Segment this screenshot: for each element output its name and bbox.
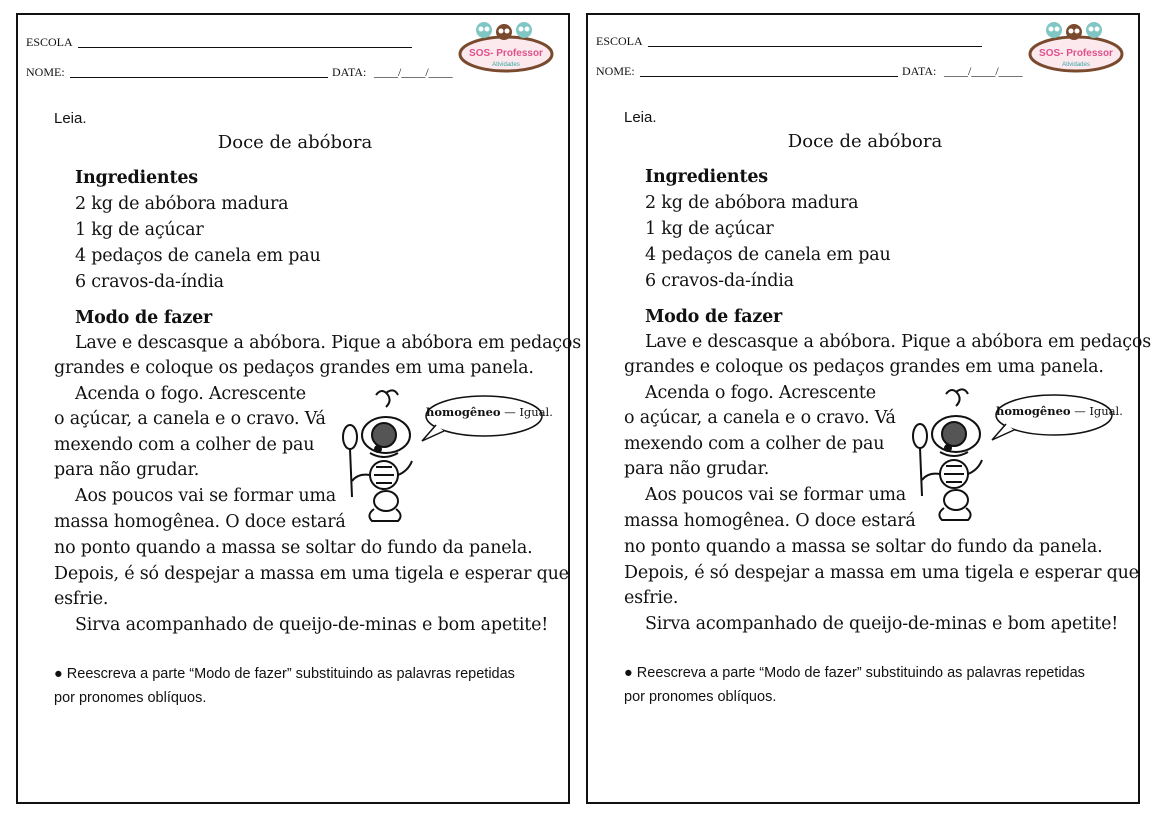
bullet-icon: ● [624, 665, 633, 681]
method-line: esfrie. [624, 588, 679, 608]
method-line: Sirva acompanhado de queijo-de-minas e bom apetite! [75, 615, 549, 635]
method-line: grandes e coloque os pedaços grandes em uma panela. [54, 358, 534, 378]
bubble-definition [996, 404, 1123, 418]
method-heading: Modo de fazer [645, 307, 783, 327]
method-line: Aos poucos vai se formar uma [645, 485, 907, 505]
ingredients-heading: Ingredientes [645, 167, 768, 187]
exercise-instruction-line2: por pronomes oblíquos. [54, 690, 207, 706]
date-label: DATA: [332, 65, 367, 79]
school-line [648, 46, 982, 47]
method-line: Aos poucos vai se formar uma [75, 486, 337, 506]
ingredient-item: 4 pedaços de canela em pau [645, 245, 891, 265]
sos-professor-logo [1026, 18, 1126, 78]
method-line: para não grudar. [54, 460, 200, 480]
method-line: o açúcar, a canela e o cravo. Vá [624, 408, 896, 428]
school-label: ESCOLA [596, 34, 643, 48]
intro-instruction: Leia. [54, 110, 87, 127]
svg-text:SOS- Professor: SOS- Professor [469, 48, 543, 59]
date-label: DATA: [902, 64, 937, 78]
method-line: para não grudar. [624, 459, 770, 479]
name-line [70, 77, 328, 78]
svg-text:SOS- Professor: SOS- Professor [1039, 48, 1113, 59]
recipe-title: Doce de abóbora [787, 131, 943, 152]
ingredient-item: 4 pedaços de canela em pau [75, 246, 321, 266]
sos-professor-logo [456, 18, 556, 78]
bubble-meaning: — Igual. [1074, 404, 1123, 418]
method-line: Lave e descasque a abóbora. Pique a abóbora em pedaços [75, 333, 582, 353]
worksheet-right [586, 13, 1152, 804]
school-label: ESCOLA [26, 35, 73, 49]
exercise-instruction-line1: ● Reescreva a parte “Modo de fazer” substituindo as palavras repetidas [54, 666, 515, 682]
method-line: no ponto quando a massa se soltar do fundo da panela. [624, 537, 1103, 557]
method-line: Acenda o fogo. Acrescente [75, 384, 306, 404]
svg-text:Atividades: Atividades [1062, 62, 1090, 68]
bubble-term: homogêneo [426, 405, 501, 419]
svg-text:Atividades: Atividades [492, 62, 520, 68]
method-line: Lave e descasque a abóbora. Pique a abóbora em pedaços [645, 332, 1152, 352]
method-line: massa homogênea. O doce estará [624, 511, 916, 531]
ingredient-item: 6 cravos-da-índia [75, 272, 224, 292]
method-line: massa homogênea. O doce estará [54, 512, 346, 532]
exercise-instruction-line2: por pronomes oblíquos. [624, 689, 777, 705]
ingredient-item: 6 cravos-da-índia [645, 271, 794, 291]
ant-chef-illustration [906, 386, 990, 526]
recipe-title: Doce de abóbora [217, 132, 373, 153]
name-label: NOME: [26, 65, 65, 79]
ingredient-item: 2 kg de abóbora madura [645, 193, 859, 213]
exercise-instruction-line1: ● Reescreva a parte “Modo de fazer” substituindo as palavras repetidas [624, 665, 1085, 681]
method-line: esfrie. [54, 589, 109, 609]
name-label: NOME: [596, 64, 635, 78]
intro-instruction: Leia. [624, 109, 657, 126]
date-blanks: ____/____/____ [944, 64, 1023, 78]
ant-chef-illustration [336, 387, 420, 527]
ingredient-item: 2 kg de abóbora madura [75, 194, 289, 214]
method-line: mexendo com a colher de pau [624, 434, 885, 454]
bubble-meaning: — Igual. [504, 405, 553, 419]
bubble-term: homogêneo [996, 404, 1071, 418]
ingredient-item: 1 kg de açúcar [645, 219, 774, 239]
method-line: Depois, é só despejar a massa em uma tigela e esperar que [624, 563, 1139, 583]
method-line: Acenda o fogo. Acrescente [645, 383, 876, 403]
date-blanks: ____/____/____ [374, 65, 453, 79]
name-line [640, 76, 898, 77]
ingredient-item: 1 kg de açúcar [75, 220, 204, 240]
method-line: mexendo com a colher de pau [54, 435, 315, 455]
ingredients-heading: Ingredientes [75, 168, 198, 188]
method-line: Depois, é só despejar a massa em uma tigela e esperar que [54, 564, 569, 584]
method-line: no ponto quando a massa se soltar do fundo da panela. [54, 538, 533, 558]
method-heading: Modo de fazer [75, 308, 213, 328]
school-line [78, 47, 412, 48]
bullet-icon: ● [54, 666, 63, 682]
worksheet-left [16, 13, 582, 804]
method-line: Sirva acompanhado de queijo-de-minas e bom apetite! [645, 614, 1119, 634]
bubble-definition [426, 405, 553, 419]
method-line: o açúcar, a canela e o cravo. Vá [54, 409, 326, 429]
method-line: grandes e coloque os pedaços grandes em uma panela. [624, 357, 1104, 377]
